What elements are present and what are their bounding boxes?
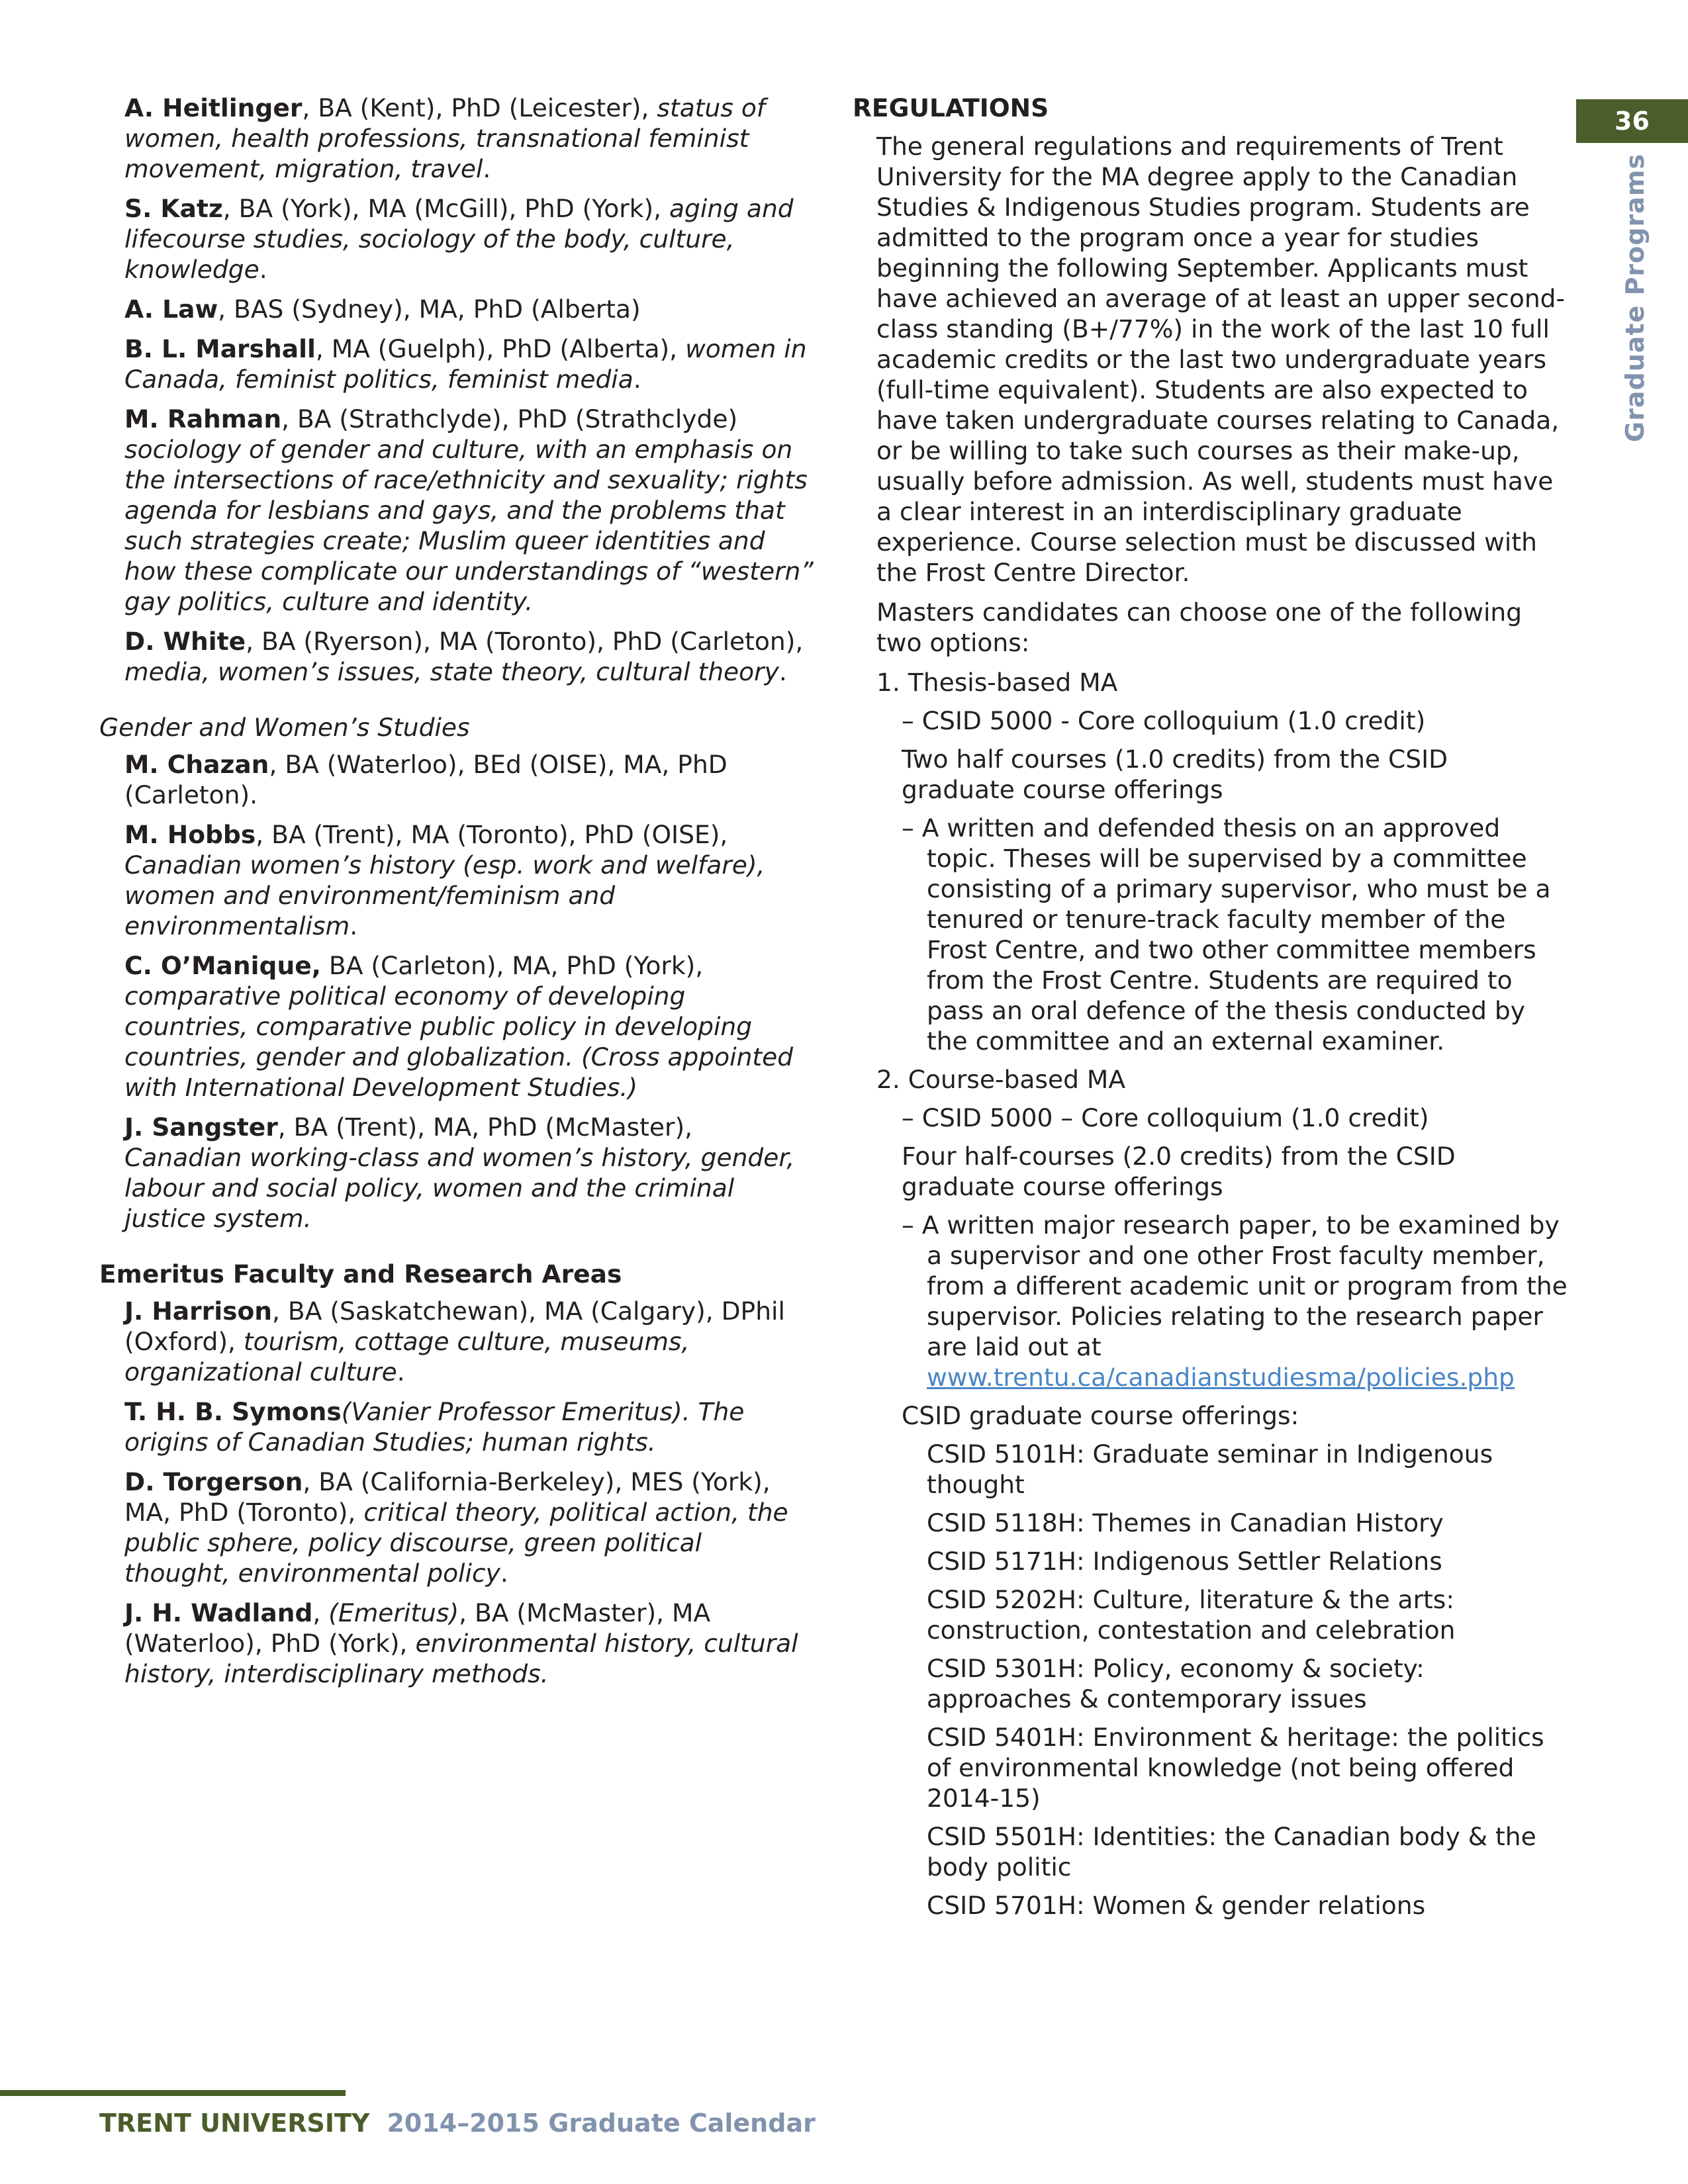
offerings-heading: CSID graduate course offerings: bbox=[902, 1401, 1299, 1430]
faculty-areas: critical theory, political action, the public sphere, policy discourse, green political thought, environmental policy bbox=[124, 1498, 788, 1588]
faculty-name: A. Law bbox=[124, 295, 218, 324]
faculty-entry bbox=[124, 193, 814, 285]
course-item: CSID 5202H: Culture, literature & the arts: construction, contestation and celebration bbox=[927, 1585, 1456, 1645]
course-item: CSID 5701H: Women & gender relations bbox=[927, 1891, 1426, 1920]
faculty-degrees: , bbox=[312, 1598, 329, 1627]
faculty-entry bbox=[124, 1296, 814, 1387]
faculty-tail: . bbox=[483, 154, 491, 183]
faculty-name: J. Harrison bbox=[124, 1297, 273, 1326]
faculty-name: M. Chazan bbox=[124, 750, 269, 779]
option-1-title: 1. Thesis-based MA bbox=[876, 668, 1118, 697]
faculty-degrees: , BA (Trent), MA, PhD (McMaster), bbox=[277, 1113, 693, 1142]
option-1-half-courses: Two half courses (1.0 credits) from the CSID graduate course offerings bbox=[902, 745, 1448, 804]
course-item: CSID 5401H: Environment & heritage: the politics of environmental knowledge (not being offered 2014-15) bbox=[927, 1723, 1544, 1813]
faculty-name: C. O’Manique, bbox=[124, 951, 321, 980]
faculty-degrees: , BA (York), MA (McGill), PhD (York), bbox=[222, 194, 669, 223]
gws-heading: Gender and Women’s Studies bbox=[99, 713, 470, 742]
course-item: CSID 5171H: Indigenous Settler Relations bbox=[927, 1547, 1442, 1576]
faculty-name: D. White bbox=[124, 627, 246, 656]
option-2-core: – CSID 5000 – Core colloquium (1.0 credit) bbox=[902, 1103, 1429, 1132]
faculty-areas: media, women’s issues, state theory, cultural theory bbox=[124, 657, 779, 686]
faculty-degrees: , BA (California-Berkeley), MES (York), MA, PhD (Toronto), bbox=[124, 1467, 771, 1527]
faculty-degrees: , BAS (Sydney), MA, PhD (Alberta) bbox=[218, 295, 641, 324]
footer bbox=[99, 2109, 816, 2138]
faculty-tail: . bbox=[778, 657, 787, 686]
faculty-entry bbox=[124, 1396, 814, 1457]
faculty-entry bbox=[124, 1112, 814, 1234]
faculty-areas: comparative political economy of developing countries, comparative public policy in developing countries, gender and globalization. (Cross appointed with International Development Studies.) bbox=[124, 981, 794, 1102]
section-side-label bbox=[1615, 153, 1655, 443]
regulations-heading: REGULATIONS bbox=[853, 93, 1049, 122]
section-side-label-text: Graduate Programs bbox=[1620, 153, 1650, 443]
faculty-entry bbox=[124, 819, 814, 941]
faculty-name: M. Hobbs bbox=[124, 820, 256, 849]
faculty-name: J. H. Wadland bbox=[124, 1598, 313, 1627]
faculty-areas: women in Canada, feminist politics, feminist media bbox=[124, 334, 807, 394]
options-intro: Masters candidates can choose one of the following two options: bbox=[876, 598, 1523, 657]
faculty-areas: environmental history, cultural history, interdisciplinary methods. bbox=[124, 1629, 798, 1688]
faculty-degrees-2: , BA (McMaster), MA (Waterloo), PhD (York), bbox=[124, 1598, 711, 1658]
faculty-degrees: , BA (Saskatchewan), MA (Calgary), DPhil (Oxford), bbox=[124, 1297, 785, 1356]
faculty-degrees: , BA (Ryerson), MA (Toronto), PhD (Carleton), bbox=[246, 627, 804, 656]
faculty-entry bbox=[124, 626, 814, 687]
faculty-tail: . bbox=[500, 1559, 508, 1588]
option-2-paper-text: – A written major research paper, to be examined by a supervisor and one other Frost faculty member, from a different academic unit or program from the supervisor. Policies relating to the research paper are laid out at bbox=[902, 1210, 1568, 1361]
footer-calendar: 2014–2015 Graduate Calendar bbox=[387, 2109, 816, 2138]
faculty-entry bbox=[124, 294, 814, 324]
regulations-intro: The general regulations and requirements of Trent University for the MA degree apply to the Canadian Studies & Indigenous Studies program. Students are admitted to the program once a year for studies beginning the following September. Applicants must have achieved an average of at least an upper second-class standing (B+/77%) in the work of the last 10 full academic credits or the last two undergraduate years (full-time equivalent). Students are also expected to have taken undergraduate courses relating to Canada, or be willing to take such courses as their make-up, usually before admission. As well, students must have a clear interest in an interdisciplinary graduate experience. Course selection must be discussed with the Frost Centre Director. bbox=[876, 132, 1566, 587]
faculty-areas: tourism, cottage culture, museums, organizational culture bbox=[124, 1327, 690, 1387]
faculty-areas: status of women, health professions, transnational feminist movement, migration, travel bbox=[124, 93, 766, 183]
faculty-name: S. Katz bbox=[124, 194, 223, 223]
faculty-entry bbox=[124, 749, 814, 810]
faculty-entry bbox=[124, 93, 814, 184]
faculty-degrees: , BA (Waterloo), BEd (OISE), MA, PhD (Carleton). bbox=[124, 750, 727, 809]
page-number-badge: 36 bbox=[1576, 99, 1688, 143]
emeritus-heading: Emeritus Faculty and Research Areas bbox=[99, 1259, 622, 1289]
faculty-status: (Emeritus) bbox=[328, 1598, 459, 1627]
faculty-degrees: , BA (Trent), MA (Toronto), PhD (OISE), bbox=[256, 820, 728, 849]
faculty-entry bbox=[124, 950, 814, 1103]
faculty-areas: Canadian working-class and women’s history, gender, labour and social policy, women and the criminal justice system. bbox=[124, 1143, 795, 1233]
faculty-areas: (Vanier Professor Emeritus). The origins of Canadian Studies; human rights. bbox=[124, 1397, 745, 1457]
faculty-entry bbox=[124, 404, 814, 617]
option-2-paper bbox=[902, 1210, 1568, 1392]
option-2-title: 2. Course-based MA bbox=[876, 1065, 1126, 1094]
faculty-tail: . bbox=[397, 1357, 405, 1387]
faculty-entry bbox=[124, 334, 814, 394]
faculty-degrees: , MA (Guelph), PhD (Alberta), bbox=[315, 334, 686, 363]
faculty-tail: . bbox=[259, 255, 267, 284]
course-item: CSID 5118H: Themes in Canadian History bbox=[927, 1508, 1444, 1537]
left-column bbox=[99, 93, 814, 1698]
faculty-tail: . bbox=[633, 365, 641, 394]
faculty-name: B. L. Marshall bbox=[124, 334, 316, 363]
faculty-areas: aging and lifecourse studies, sociology of the body, culture, knowledge bbox=[124, 194, 794, 284]
footer-rule bbox=[0, 2090, 346, 2096]
faculty-name: A. Heitlinger bbox=[124, 93, 303, 122]
faculty-tail: . bbox=[350, 911, 358, 940]
course-item: CSID 5101H: Graduate seminar in Indigenous thought bbox=[927, 1439, 1493, 1499]
option-2-half-courses: Four half-courses (2.0 credits) from the CSID graduate course offerings bbox=[902, 1142, 1456, 1201]
right-column bbox=[853, 93, 1568, 1929]
faculty-degrees: BA (Carleton), MA, PhD (York), bbox=[320, 951, 704, 980]
faculty-degrees: , BA (Strathclyde), PhD (Strathclyde) bbox=[281, 404, 738, 433]
policies-link[interactable]: www.trentu.ca/canadianstudiesma/policies.php bbox=[927, 1363, 1515, 1392]
faculty-areas: Canadian women’s history (esp. work and welfare), women and environment/feminism and environmentalism bbox=[124, 850, 765, 940]
faculty-entry bbox=[124, 1467, 814, 1588]
course-item: CSID 5501H: Identities: the Canadian body & the body politic bbox=[927, 1822, 1536, 1882]
option-1-thesis: – A written and defended thesis on an approved topic. Theses will be supervised by a committee consisting of a primary supervisor, who must be a tenured or tenure-track faculty member of the Frost Centre, and two other committee members from the Frost Centre. Students are required to pass an oral defence of the thesis conducted by the committee and an external examiner. bbox=[902, 813, 1551, 1056]
faculty-name: J. Sangster bbox=[124, 1113, 278, 1142]
faculty-degrees: , BA (Kent), PhD (Leicester), bbox=[302, 93, 657, 122]
faculty-name: M. Rahman bbox=[124, 404, 282, 433]
option-1-core: – CSID 5000 - Core colloquium (1.0 credit) bbox=[902, 706, 1426, 735]
course-item: CSID 5301H: Policy, economy & society: approaches & contemporary issues bbox=[927, 1654, 1425, 1713]
footer-university: TRENT UNIVERSITY bbox=[99, 2109, 370, 2138]
faculty-areas: sociology of gender and culture, with an emphasis on the intersections of race/ethnicity and sexuality; rights agenda for lesbians and gays, and the problems that such strategies create; Muslim queer identities and how these complicate our understandings of “western” gay politics, culture and identity. bbox=[124, 435, 814, 616]
faculty-name: T. H. B. Symons bbox=[124, 1397, 342, 1426]
faculty-entry bbox=[124, 1598, 814, 1689]
faculty-name: D. Torgerson bbox=[124, 1467, 303, 1496]
